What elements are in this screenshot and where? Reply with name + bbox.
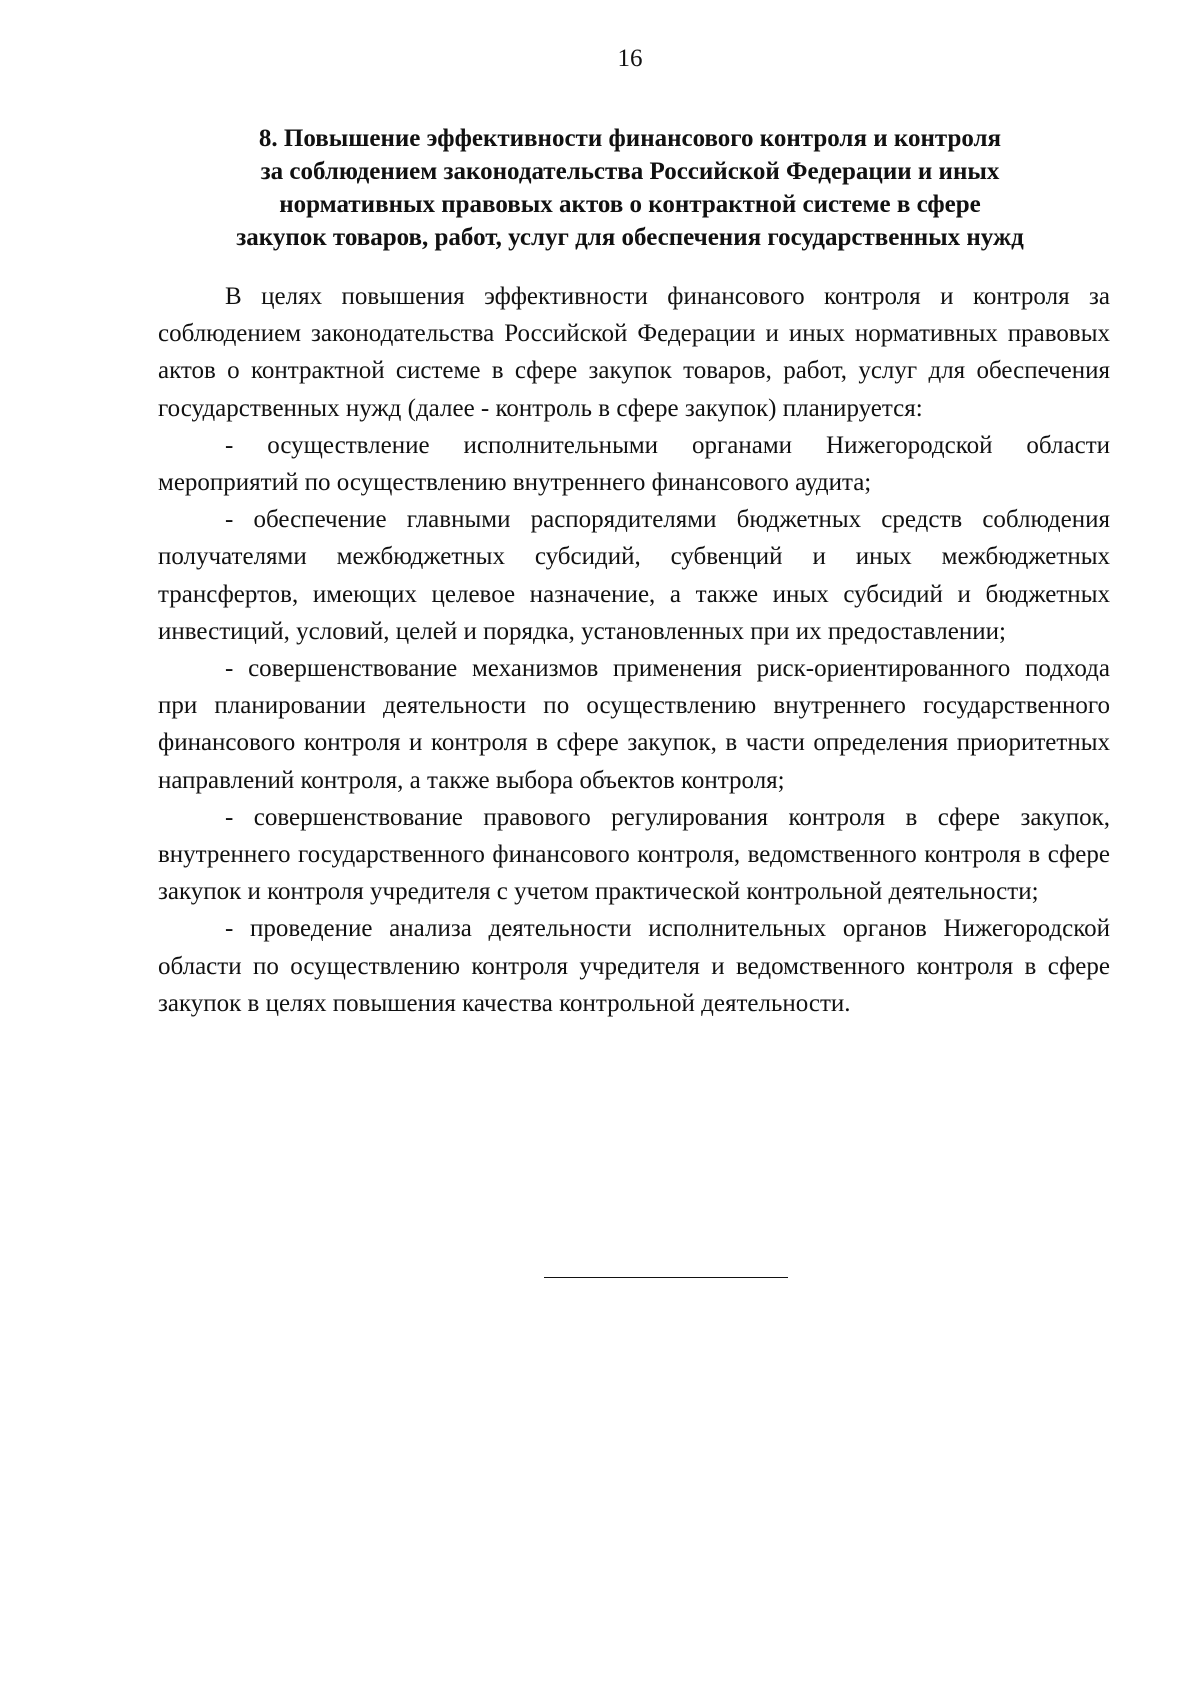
section-title-line: нормативных правовых актов о контрактной системе в сфере [279,191,981,218]
list-item: - совершенствование правового регулирования контроля в сфере закупок, внутреннего государственного финансового контроля, ведомственного контроля в сфере закупок и контроля учредителя с учетом практической контрольной деятельности; [158,803,1110,906]
list-item: - совершенствование механизмов применения риск-ориентированного подхода при планировании деятельности по осуществлению внутреннего государственного финансового контроля и контроля в сфере закупок, в части определения приоритетных направлений контроля, а также выбора объектов контроля; [158,655,1110,794]
list-item: - обеспечение главными распорядителями бюджетных средств соблюдения получателями межбюджетных субсидий, субвенций и иных межбюджетных трансфертов, имеющих целевое назначение, а также иных субсидий и бюджетных инвестиций, условий, целей и порядка, установленных при их предоставлении; [158,506,1110,645]
section-title-line: за соблюдением законодательства Российской Федерации и иных [260,158,1000,185]
section-title [160,122,1100,254]
section-body [158,278,1110,1022]
intro-paragraph: В целях повышения эффективности финансового контроля и контроля за соблюдением законодательства Российской Федерации и иных нормативных правовых актов о контрактной системе в сфере закупок товаров, работ, услуг для обеспечения государственных нужд (далее - контроль в сфере закупок) планируется: [158,283,1110,422]
page-number: 16 [617,45,643,72]
section-title-line: 8. Повышение эффективности финансового контроля и контроля [258,125,1002,152]
list-item: - осуществление исполнительными органами Нижегородской области мероприятий по осуществлению внутреннего финансового аудита; [158,431,1110,497]
end-of-section-divider [544,1277,788,1278]
section-title-line: закупок товаров, работ, услуг для обеспечения государственных нужд [236,224,1024,251]
list-item: - проведение анализа деятельности исполнительных органов Нижегородской области по осуществлению контроля учредителя и ведомственного контроля в сфере закупок в целях повышения качества контрольной деятельности. [158,915,1110,1017]
